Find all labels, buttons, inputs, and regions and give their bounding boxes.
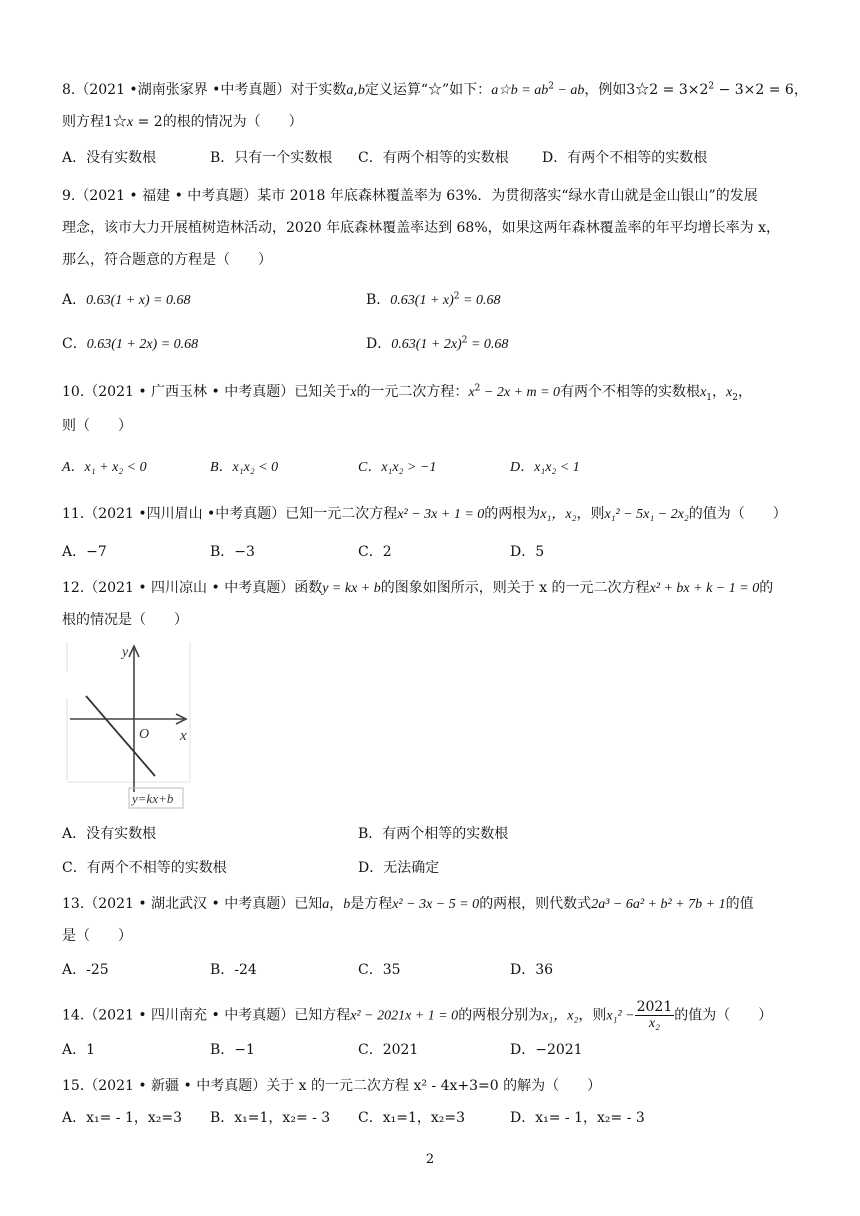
- q14-option-a[interactable]: A．1: [62, 1042, 96, 1058]
- q8-var-x: x: [126, 115, 134, 130]
- q8-question: 的根的情况为（ ）: [162, 114, 303, 130]
- q12-line-2: 根的情况是（ ）: [62, 612, 188, 628]
- q15-option-d[interactable]: D．x₁= - 1，x₂= - 3: [510, 1110, 645, 1126]
- q8-text-mid: 定义运算“☆”如下：: [364, 82, 492, 98]
- q11-option-a[interactable]: A．−7: [62, 544, 107, 560]
- q8-example: ，例如3☆2 = 3×2: [584, 82, 709, 98]
- q8-option-d[interactable]: D．有两个不相等的实数根: [542, 150, 708, 166]
- q8-option-a[interactable]: A．没有实数根: [62, 150, 157, 166]
- q14-option-b[interactable]: B．−1: [210, 1042, 255, 1058]
- q8-eq: = 2: [133, 114, 163, 130]
- q12-option-c[interactable]: C．有两个不相等的实数根: [62, 860, 227, 876]
- q10-equation: x: [468, 385, 475, 400]
- q8-def-lhs: a☆b: [491, 83, 518, 98]
- graph-label-y: y: [122, 645, 129, 660]
- q14-fraction: $\frac{2021}{\text{x₂}}$: [636, 999, 673, 1031]
- q12-function: y = kx + b: [322, 581, 381, 596]
- q13-expression: 2a³ − 6a² + b² + 7b + 1: [591, 897, 726, 912]
- q8-line-2: [62, 112, 303, 133]
- q11-equation: x² − 3x + 1 = 0: [397, 507, 485, 522]
- q9-option-b[interactable]: B．$0.63(1 + x)^2 = 0.68$: [366, 291, 501, 308]
- q14-option-c[interactable]: C．2021: [358, 1042, 419, 1058]
- q14-expression: x₁² −: [606, 1008, 635, 1024]
- q10-option-a[interactable]: A．x₁ + x₂ < 0: [62, 460, 147, 475]
- q8-def-rhs: = ab: [517, 83, 549, 98]
- q8-line-1: 8.（2021 •湖南张家界 •中考真题）对于实数a,b定义运算“☆”如下：a☆b = $ab^2$ − ab，例如3☆2 = $3\times 2^2 - 3\times 2 = 6$，: [62, 81, 808, 98]
- q13-option-d[interactable]: D．36: [510, 962, 554, 978]
- q13-line-1: 13.（2021 • 湖北武汉 • 中考真题）已知a，b是方程x² − 3x − 5 = 0的两根，则代数式2a³ − 6a² + b² + 7b + 1的值: [62, 896, 754, 912]
- q8-text: 8.（2021 •湖南张家界 •中考真题）对于实数: [62, 82, 347, 98]
- q8-var-b: b: [357, 83, 365, 98]
- q12-option-a[interactable]: A．没有实数根: [62, 826, 157, 842]
- q14-option-d[interactable]: D．−2021: [510, 1042, 583, 1058]
- q10-option-d[interactable]: D．x₁x₂ < 1: [510, 460, 580, 475]
- q11-option-c[interactable]: C．2: [358, 544, 392, 560]
- graph-label-origin: O: [139, 727, 150, 742]
- q12-option-b[interactable]: B．有两个相等的实数根: [358, 826, 509, 842]
- q9-option-a[interactable]: A．0.63(1 + x) = 0.68: [62, 292, 191, 308]
- q12-equation: x² + bx + k − 1 = 0: [649, 581, 760, 596]
- q12-graph: [62, 642, 194, 810]
- q15-option-c[interactable]: C．x₁=1，x₂=3: [358, 1110, 466, 1126]
- q10-line-1: 10.（2021 • 广西玉林 • 中考真题）已知关于x的一元二次方程：$x^2 - 2x + m = 0$有两个不相等的实数根$x_1$，$x_2$，: [62, 383, 752, 403]
- q13-option-c[interactable]: C．35: [358, 962, 401, 978]
- page-number: 2: [425, 1152, 435, 1167]
- q12-line-1: 12.（2021 • 四川凉山 • 中考真题）函数y = kx + b的图象如图所示，则关于 x 的一元二次方程x² + bx + k − 1 = 0的: [62, 580, 774, 596]
- q10-option-b[interactable]: B．x₁x₂ < 0: [210, 460, 279, 475]
- q15-line-1: 15.（2021 • 新疆 • 中考真题）关于 x 的一元二次方程 x² - 4x+3=0 的解为（ ）: [62, 1078, 602, 1094]
- q13-line-2: 是（ ）: [62, 928, 132, 944]
- q8-option-c[interactable]: C．有两个相等的实数根: [358, 150, 509, 166]
- q15-option-a[interactable]: A．x₁= - 1，x₂=3: [62, 1110, 183, 1126]
- q13-equation: x² − 3x − 5 = 0: [392, 897, 480, 912]
- q14-equation: x² − 2021x + 1 = 0: [350, 1008, 459, 1024]
- q11-expression: x₁² − 5x₁ − 2x₂: [604, 507, 689, 522]
- q8-example-2: − 3×2 = 6，: [714, 82, 808, 98]
- q13-option-a[interactable]: A．-25: [62, 962, 109, 978]
- q8-option-b[interactable]: B．只有一个实数根: [210, 150, 333, 166]
- q8-text-2: 则方程1☆: [62, 114, 127, 130]
- q9-option-d[interactable]: D．$0.63(1 + 2x)^2 = 0.68$: [366, 335, 509, 352]
- q11-option-b[interactable]: B．−3: [210, 544, 255, 560]
- graph-label-x: x: [180, 728, 187, 744]
- q10-option-c[interactable]: C．x₁x₂ > −1: [358, 460, 437, 475]
- q9-line-3: 那么，符合题意的方程是（ ）: [62, 252, 272, 268]
- graph-caption: y=kx+b: [132, 791, 174, 806]
- q14-line-1: 14.（2021 • 四川南充 • 中考真题）已知方程x² − 2021x + 1 = 0的两根分别为x₁，x₂，则x₁² − $\frac{2021}{\text{x₂}}$ 的值为（ ）: [62, 999, 773, 1031]
- q10-line-2: 则（ ）: [62, 418, 132, 434]
- q11-line-1: 11.（2021 •四川眉山 •中考真题）已知一元二次方程x² − 3x + 1 = 0的两根为x₁，x₂，则x₁² − 5x₁ − 2x₂的值为（ ）: [62, 506, 787, 522]
- q13-option-b[interactable]: B．-24: [210, 962, 257, 978]
- q12-option-d[interactable]: D．无法确定: [358, 860, 440, 876]
- q9-option-c[interactable]: C．0.63(1 + 2x) = 0.68: [62, 336, 199, 352]
- q8-var-a: a: [346, 83, 354, 98]
- q9-line-2: 理念，该市大力开展植树造林活动，2020 年底森林覆盖率达到 68%，如果这两年森林覆盖率的年平均增长率为 x，: [62, 220, 780, 236]
- q15-option-b[interactable]: B．x₁=1，x₂= - 3: [210, 1110, 331, 1126]
- q9-line-1: 9.（2021 • 福建 • 中考真题）某市 2018 年底森林覆盖率为 63%．为贯彻落实“绿水青山就是金山银山”的发展: [62, 188, 758, 204]
- q11-option-d[interactable]: D．5: [510, 544, 545, 560]
- q8-def-rhs2: − ab: [553, 83, 585, 98]
